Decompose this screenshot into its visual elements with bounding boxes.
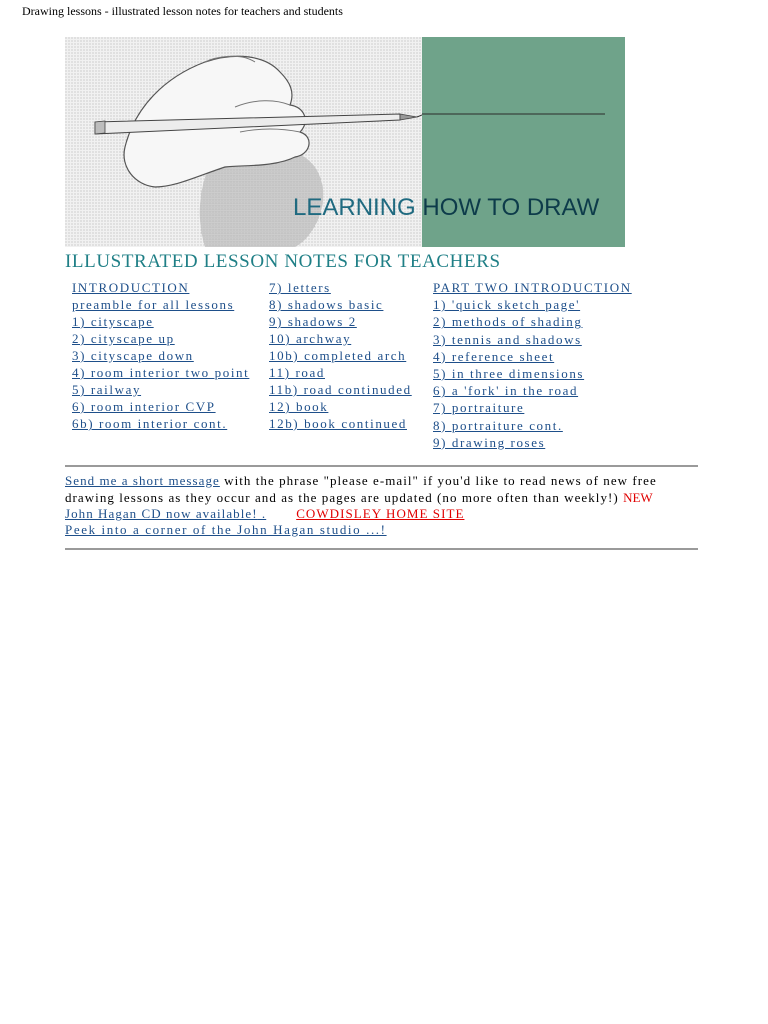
lesson-link[interactable]: 2) cityscape up: [72, 331, 175, 346]
lesson-column-1: [72, 279, 249, 432]
lesson-link[interactable]: 6b) room interior cont.: [72, 416, 228, 431]
lesson-link[interactable]: 10b) completed arch: [269, 348, 407, 363]
banner-image: [65, 37, 625, 247]
lesson-link[interactable]: INTRODUCTION: [72, 280, 190, 295]
studio-link[interactable]: Peek into a corner of the John Hagan studio ...!: [65, 522, 387, 537]
lesson-link[interactable]: 9) drawing roses: [433, 434, 546, 450]
lesson-link[interactable]: 9) shadows 2: [269, 314, 357, 329]
lesson-link[interactable]: 3) cityscape down: [72, 348, 194, 363]
lesson-link[interactable]: 8) shadows basic: [269, 297, 384, 312]
page-title: Drawing lessons - illustrated lesson notes for teachers and students: [22, 4, 343, 18]
lesson-link[interactable]: 11) road: [269, 365, 325, 380]
lesson-link[interactable]: 2) methods of shading: [433, 314, 583, 330]
divider-bottom: [65, 548, 698, 550]
lesson-link[interactable]: 12) book: [269, 399, 329, 414]
lesson-link[interactable]: PART TWO INTRODUCTION: [433, 280, 632, 295]
banner-title-part1: LEARNING: [293, 194, 423, 221]
section-subtitle: ILLUSTRATED LESSON NOTES FOR TEACHERS: [65, 251, 501, 272]
lesson-link[interactable]: 12b) book continued: [269, 416, 407, 431]
lesson-link[interactable]: 8) portraiture cont.: [433, 417, 563, 433]
lesson-link[interactable]: 4) room interior two point: [72, 365, 250, 380]
lesson-column-2: [269, 279, 412, 432]
divider-top: [65, 465, 698, 467]
banner-title: [293, 194, 599, 222]
lesson-link[interactable]: 5) in three dimensions: [433, 366, 585, 382]
new-label: NEW: [623, 489, 653, 505]
lesson-link[interactable]: 6) room interior CVP: [72, 399, 216, 414]
lesson-link[interactable]: 1) cityscape: [72, 314, 154, 329]
lesson-link[interactable]: 7) letters: [269, 280, 331, 295]
lesson-link[interactable]: 11b) road continuded: [269, 382, 412, 397]
banner-title-part2: HOW TO DRAW: [422, 194, 600, 221]
lesson-column-3: [433, 279, 632, 451]
newsletter-message: [65, 473, 698, 523]
lesson-link[interactable]: 3) tennis and shadows: [433, 331, 582, 347]
cd-available-link[interactable]: John Hagan CD now available!: [65, 506, 258, 521]
lesson-link[interactable]: 7) portraiture: [433, 400, 525, 416]
lesson-link[interactable]: 4) reference sheet: [433, 348, 555, 364]
lesson-link[interactable]: 10) archway: [269, 331, 352, 346]
home-site-link[interactable]: COWDISLEY HOME SITE: [296, 506, 465, 521]
dot-link[interactable]: .: [257, 506, 267, 521]
send-message-link[interactable]: Send me a short message: [65, 473, 220, 488]
lesson-link[interactable]: 5) railway: [72, 382, 142, 397]
message-text: with the phrase "please e-mail" if you'd like to read news of new free drawing lessons as they occur and as the pages are updated (no more often than weekly!): [65, 473, 657, 505]
lesson-link[interactable]: 6) a 'fork' in the road: [433, 383, 579, 399]
lesson-link[interactable]: 1) 'quick sketch page': [433, 297, 581, 313]
lesson-link[interactable]: preamble for all lessons: [72, 297, 235, 312]
